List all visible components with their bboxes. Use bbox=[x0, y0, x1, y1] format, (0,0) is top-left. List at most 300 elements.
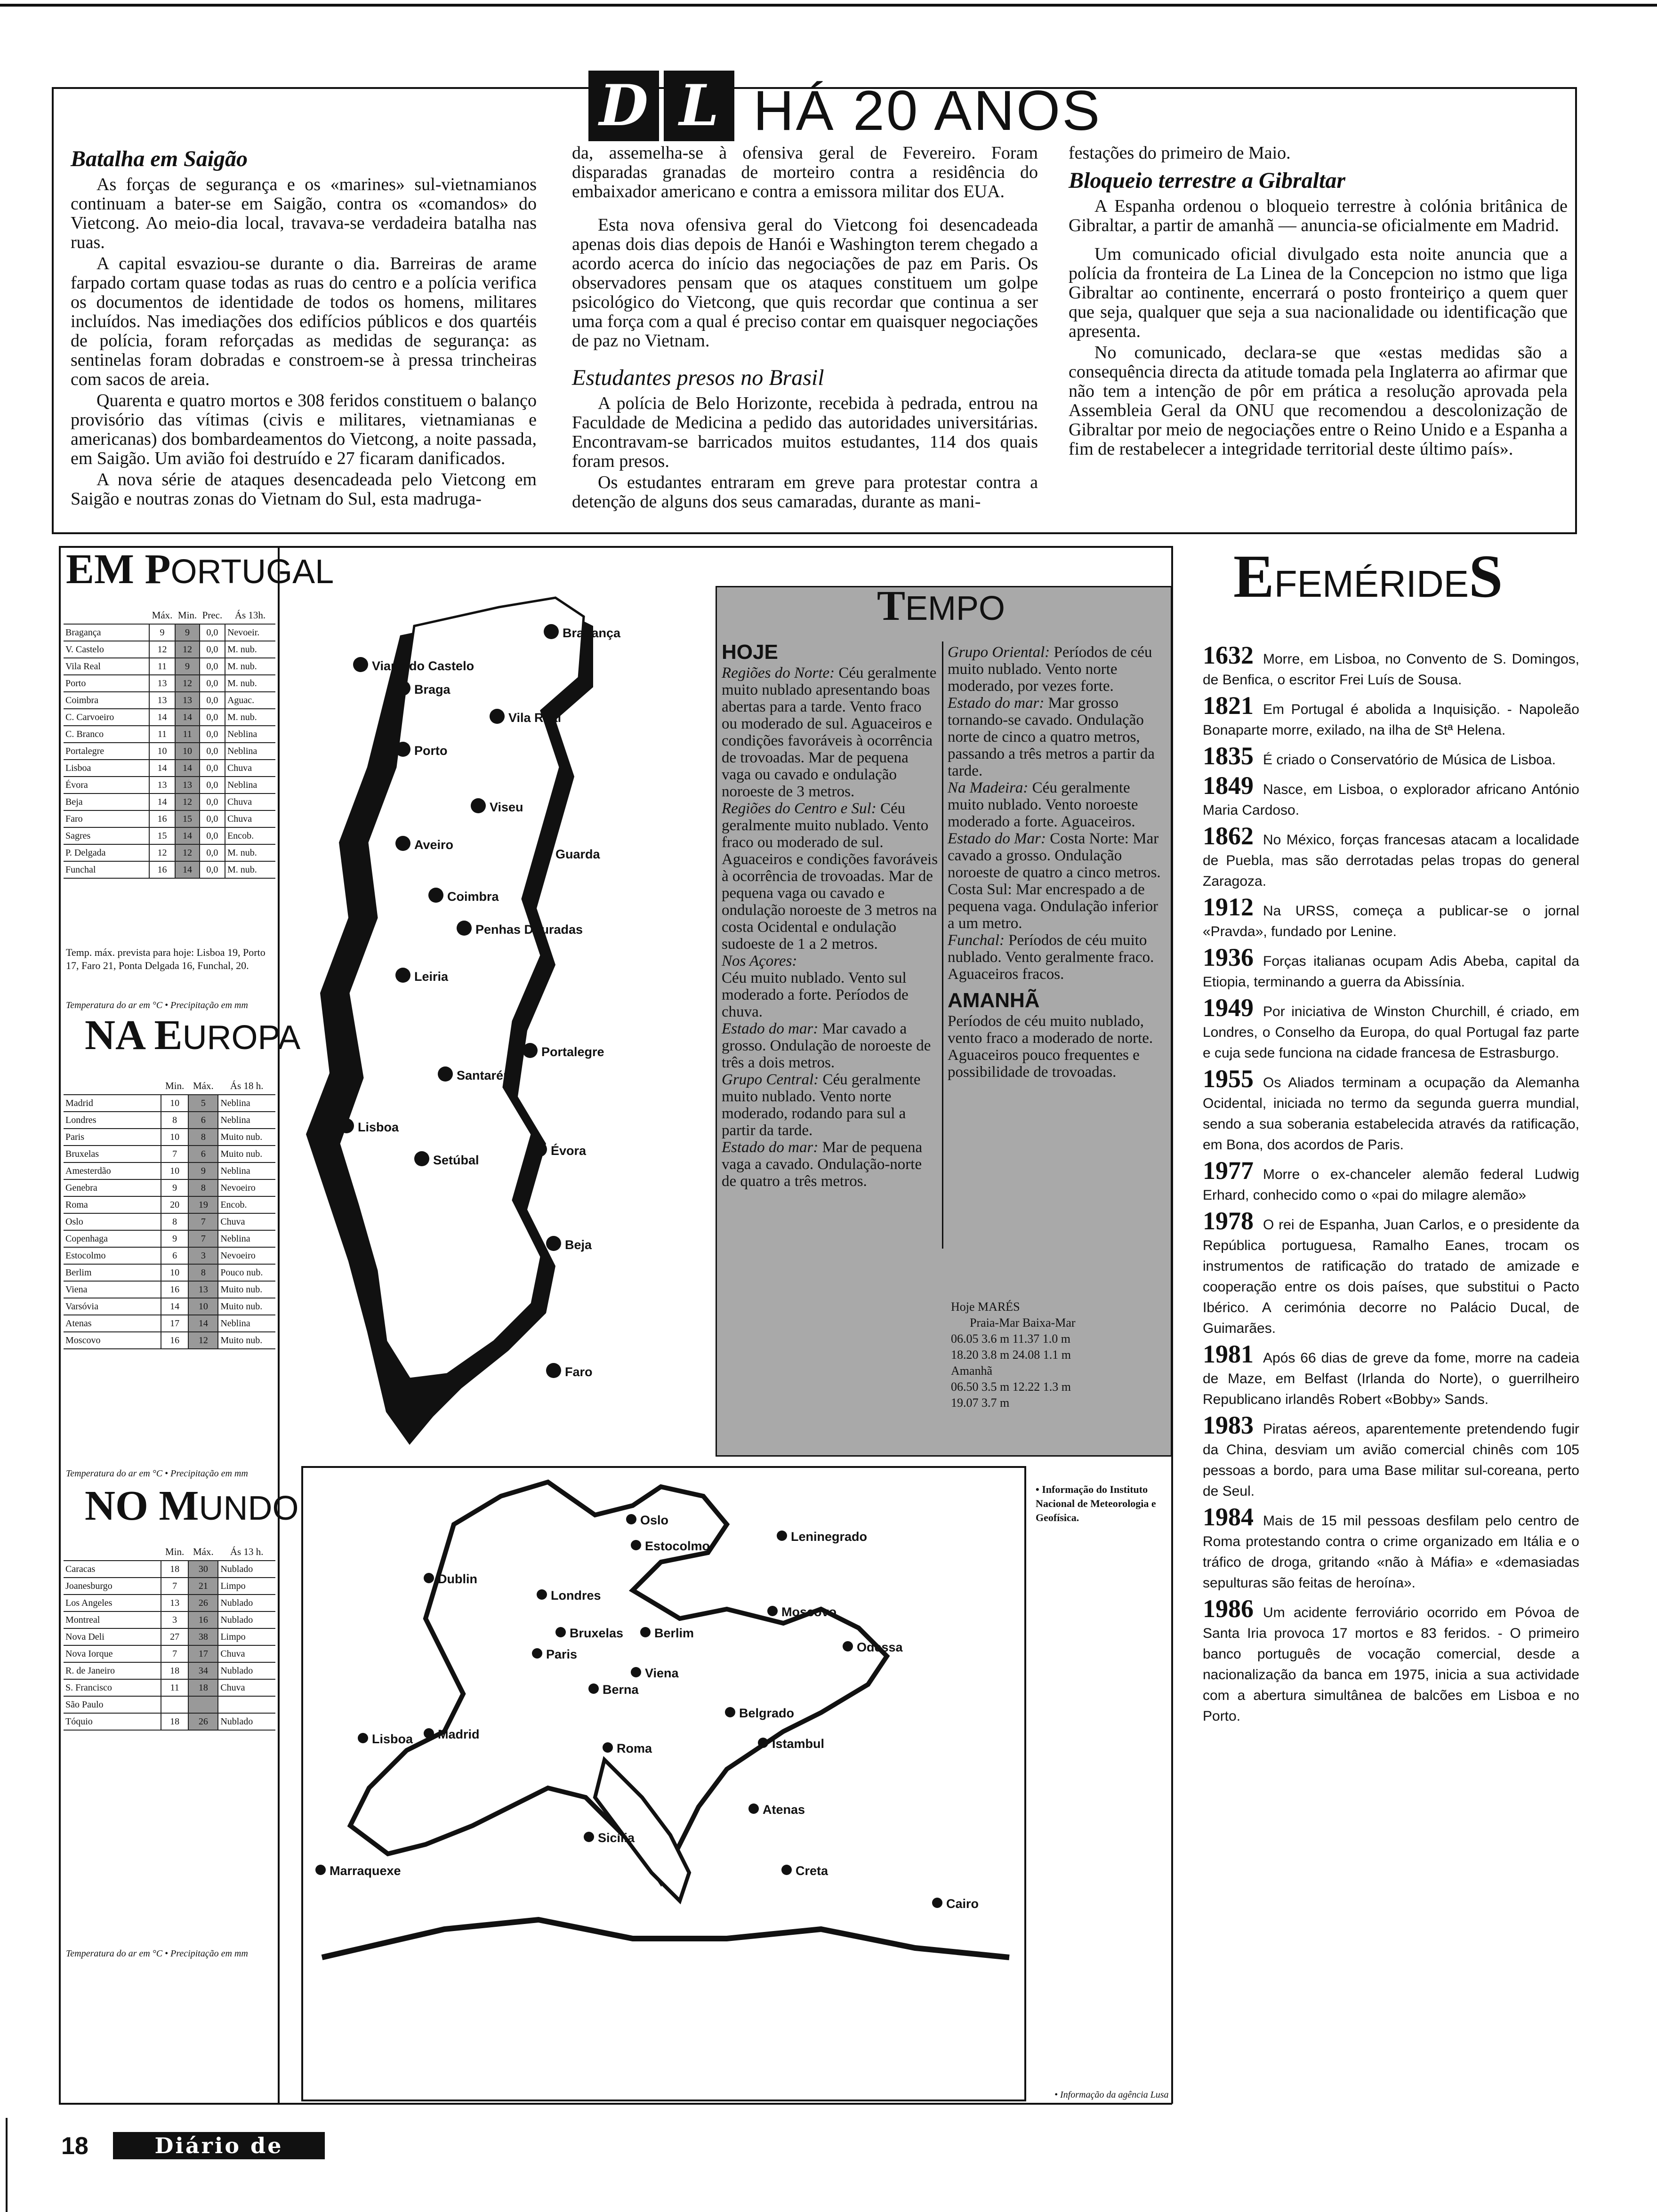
efemeride-text: É criado o Conservatório de Música de Lisboa. bbox=[1263, 752, 1556, 768]
article-paragraph: A capital esvaziou-se durante o dia. Barreiras de arame farpado cortam quase todas as ruas do centro e a polícia verifica os documentos de identidade de todos os homens, militares incluídos. Nas imediações dos edifícios públicos e dos quartéis de polícia, foram reforçadas as medidas de segurança: as sentinelas foram dobradas e constroem-se à pressa trincheiras com sacos de areia. bbox=[71, 254, 537, 389]
city-dot bbox=[555, 1627, 566, 1637]
tempo-text: Céu geralmente muito nublado. Vento fraco ou moderado de sul. Aguaceiros e condições favoráveis à ocorrência de trovoadas. Mar de pequena vaga ou cavado e ondulação noroeste de 3 metros na costa Ocidental e ondulação sudoeste de 1 a 2 metros. bbox=[722, 800, 938, 953]
tempo-text: Céu muito nublado. Vento sul moderado a forte. Períodos de chuva. bbox=[722, 970, 909, 1020]
europa-legend: Temperatura do ar em °C • Precipitação em mm bbox=[66, 1468, 248, 1479]
table-cell: Chuva bbox=[218, 1213, 275, 1230]
city-label: Bragança bbox=[563, 626, 621, 640]
tempo-paragraph bbox=[722, 1139, 938, 1190]
table-cell: Muito nub. bbox=[218, 1129, 275, 1146]
mares-row: 18.20 3.8 m 24.08 1.1 m bbox=[951, 1348, 1071, 1362]
table-cell: 9 bbox=[149, 624, 175, 641]
table-cell: 10 bbox=[161, 1264, 189, 1281]
mundo-weather-table bbox=[64, 1544, 275, 1731]
table-row bbox=[64, 624, 275, 641]
table-cell: 14 bbox=[149, 760, 175, 777]
efemeride-item bbox=[1203, 943, 1579, 993]
city-label: Creta bbox=[796, 1864, 828, 1878]
tempo-column-divider bbox=[942, 641, 943, 1249]
tempo-paragraph bbox=[722, 800, 938, 953]
table-row bbox=[64, 1213, 275, 1230]
table-cell: 17 bbox=[161, 1315, 189, 1332]
tempo-region-label: Regiões do Centro e Sul: bbox=[722, 800, 877, 817]
city-label: Penhas Douradas bbox=[475, 922, 583, 937]
efemeride-year: 1981 bbox=[1203, 1340, 1254, 1368]
table-cell: 38 bbox=[188, 1628, 218, 1645]
tempo-text: Costa Sul: Mar encrespado a de pequena vaga. Ondulação inferior a um metro. bbox=[948, 881, 1158, 932]
table-cell: Sagres bbox=[64, 827, 149, 844]
city-dot bbox=[424, 1728, 434, 1739]
table-cell: Londres bbox=[64, 1112, 161, 1129]
table-cell: Neblina bbox=[225, 726, 275, 743]
table-cell: Évora bbox=[64, 777, 149, 793]
europa-table-title bbox=[85, 1012, 301, 1058]
table-cell: 9 bbox=[161, 1230, 189, 1247]
table-cell: 20 bbox=[161, 1196, 189, 1213]
tempo-paragraph bbox=[722, 665, 938, 800]
top-border bbox=[0, 4, 1657, 7]
efemerides-title-e: E bbox=[1233, 543, 1274, 610]
table-cell: 13 bbox=[149, 777, 175, 793]
city-label: Coimbra bbox=[447, 890, 499, 904]
table-cell: 16 bbox=[161, 1332, 189, 1349]
city-label: Beja bbox=[565, 1238, 592, 1252]
table-cell: Limpo bbox=[218, 1628, 275, 1645]
city-label: Belgrado bbox=[739, 1706, 795, 1720]
table-cell: 12 bbox=[149, 641, 175, 658]
table-cell: Neblina bbox=[218, 1095, 275, 1112]
table-cell: Vila Real bbox=[64, 658, 149, 675]
city-label: Estocolmo bbox=[645, 1539, 710, 1553]
city-dot bbox=[457, 921, 472, 936]
table-row bbox=[64, 709, 275, 726]
table-cell: 11 bbox=[149, 658, 175, 675]
efemeride-text: Por iniciativa de Winston Churchill, é criado, em Londres, o Conselho da Europa, do qual Portugal faz parte e cuja sede funciona na cidade francesa de Estrasburgo. bbox=[1203, 1004, 1579, 1061]
mares-row: 19.07 3.7 m bbox=[951, 1396, 1010, 1410]
tempo-region-label: Na Madeira: bbox=[948, 779, 1029, 796]
efemeride-text: Forças italianas ocupam Adis Abeba, capital da Etiopia, terminando a guerra da Abissínia. bbox=[1203, 954, 1579, 990]
table-cell: 13 bbox=[175, 777, 200, 793]
table-header-cell: Ás 18 h. bbox=[218, 1078, 275, 1095]
portugal-title-rest: ORTUGAL bbox=[170, 553, 334, 591]
table-cell: 10 bbox=[161, 1129, 189, 1146]
table-cell: 6 bbox=[161, 1247, 189, 1264]
city-label: Leiria bbox=[414, 970, 449, 984]
city-label: Berna bbox=[603, 1683, 639, 1697]
tempo-text: Céu geralmente muito nublado. Vento norte moderado, rodando para sul a partir da tarde. bbox=[722, 1071, 921, 1139]
city-dot bbox=[603, 1742, 613, 1753]
europe-map-note: • Informação da agência Lusa bbox=[1054, 2090, 1169, 2100]
table-cell: 13 bbox=[149, 692, 175, 709]
table-cell: 7 bbox=[188, 1230, 218, 1247]
article-paragraph: A polícia de Belo Horizonte, recebida à pedrada, entrou na Faculdade de Medicina a pedido das autoridades universitárias. Encontravam-se barricados muitos estudantes, 114 dos quais foram presos. bbox=[572, 393, 1038, 471]
table-cell: 0,0 bbox=[200, 709, 225, 726]
efemeride-text: Um acidente ferroviário ocorrido em Póvoa de Santa Iria provoca 17 mortos e 83 feridos. - O primeiro banco português de vocação comercial, desde a nacionalização da banca em 1975, inicia a sua actividade com a abertura simultânea de balcões em Lisboa e no Porto. bbox=[1203, 1605, 1579, 1724]
tempo-text: Períodos de céu muito nublado. Vento geralmente fraco. Aguaceiros fracos. bbox=[948, 932, 1154, 983]
table-cell: Viena bbox=[64, 1281, 161, 1298]
table-cell: 14 bbox=[175, 861, 200, 878]
table-cell: 9 bbox=[175, 624, 200, 641]
city-dot bbox=[640, 1627, 651, 1637]
tempo-text: Mar cavado a grosso. Ondulação de noroeste de três a dois metros. bbox=[722, 1020, 931, 1071]
city-dot bbox=[758, 1738, 768, 1748]
city-label: Viena bbox=[645, 1666, 679, 1680]
table-cell: 8 bbox=[188, 1129, 218, 1146]
table-cell: R. de Janeiro bbox=[64, 1662, 161, 1679]
efemeride-item bbox=[1203, 893, 1579, 942]
table-row bbox=[64, 1578, 275, 1595]
tempo-source-note: • Informação do Instituto Nacional de Meteorologia e Geofísica. bbox=[1036, 1483, 1156, 1523]
table-cell: Encob. bbox=[218, 1196, 275, 1213]
table-cell: 0,0 bbox=[200, 743, 225, 760]
city-label: Aveiro bbox=[414, 838, 454, 852]
table-cell bbox=[188, 1696, 218, 1713]
city-dot bbox=[315, 1865, 326, 1875]
city-label: Leninegrado bbox=[791, 1530, 868, 1544]
city-label: Viseu bbox=[490, 800, 523, 814]
table-cell: 14 bbox=[188, 1315, 218, 1332]
city-dot bbox=[725, 1707, 735, 1717]
efemeride-text: Morre, em Lisboa, no Convento de S. Domingos, de Benfica, o escritor Frei Luís de Sousa. bbox=[1203, 651, 1579, 688]
table-cell: 11 bbox=[149, 726, 175, 743]
city-label: Odessa bbox=[857, 1640, 903, 1654]
table-cell: Muito nub. bbox=[218, 1298, 275, 1315]
europe-map-frame bbox=[301, 1466, 1026, 2101]
city-dot bbox=[395, 742, 410, 757]
table-cell: Bragança bbox=[64, 624, 149, 641]
table-cell: 16 bbox=[161, 1281, 189, 1298]
table-cell: Pouco nub. bbox=[218, 1264, 275, 1281]
table-cell: Nevoeiro bbox=[218, 1247, 275, 1264]
table-cell: Porto bbox=[64, 675, 149, 692]
table-cell: Oslo bbox=[64, 1213, 161, 1230]
table-cell: Neblina bbox=[218, 1230, 275, 1247]
efemeride-year: 1632 bbox=[1203, 641, 1254, 669]
city-dot bbox=[537, 845, 552, 860]
city-dot bbox=[438, 1066, 453, 1082]
efemeride-item bbox=[1203, 1156, 1579, 1206]
tempo-region-label: Grupo Central: bbox=[722, 1071, 819, 1088]
tempo-paragraph bbox=[722, 1071, 938, 1139]
efemeride-text: O rei de Espanha, Juan Carlos, e o presidente da República portuguesa, Ramalho Eanes, trocam os instrumentos de ratificação do tratado de amizade e cooperação entre os dois países, que substitui o Pacto Ibérico. A cerimónia decorre no Palácio Ducal, de Guimarães. bbox=[1203, 1217, 1579, 1336]
table-row bbox=[64, 777, 275, 793]
table-header-row bbox=[64, 1078, 275, 1095]
city-label: Vila Real bbox=[508, 711, 562, 725]
city-dot bbox=[414, 1151, 429, 1166]
city-label: Berlim bbox=[654, 1626, 694, 1640]
efemeride-item bbox=[1203, 641, 1579, 690]
table-cell: Nublado bbox=[218, 1611, 275, 1628]
table-cell: Nevoeiro bbox=[218, 1179, 275, 1196]
table-row bbox=[64, 1679, 275, 1696]
table-cell: 9 bbox=[188, 1162, 218, 1179]
efemeride-year: 1849 bbox=[1203, 771, 1254, 800]
table-cell: Caracas bbox=[64, 1561, 161, 1578]
table-cell: M. nub. bbox=[225, 675, 275, 692]
table-cell: Funchal bbox=[64, 861, 149, 878]
table-cell: Chuva bbox=[225, 760, 275, 777]
efemeride-item bbox=[1203, 1340, 1579, 1410]
city-label: Setúbal bbox=[433, 1153, 479, 1167]
article-column-2 bbox=[572, 144, 1038, 513]
city-label: Faro bbox=[565, 1365, 593, 1379]
efemeride-item bbox=[1203, 822, 1579, 892]
city-label: Sicília bbox=[598, 1831, 635, 1845]
city-dot bbox=[395, 681, 410, 696]
table-header-cell bbox=[64, 607, 149, 624]
city-dot bbox=[537, 1589, 547, 1600]
efemeride-item bbox=[1203, 994, 1579, 1064]
table-cell: 14 bbox=[175, 827, 200, 844]
mares-table bbox=[951, 1299, 1172, 1411]
tempo-paragraph bbox=[948, 695, 1169, 779]
table-cell: 3 bbox=[188, 1247, 218, 1264]
table-cell: Nova Deli bbox=[64, 1628, 161, 1645]
table-cell: 12 bbox=[175, 844, 200, 861]
table-cell: Beja bbox=[64, 793, 149, 810]
tempo-text: Céu geralmente muito nublado apresentando boas abertas para a tarde. Vento fraco ou moderado de sul. Aguaceiros e condições favoráveis à ocorrência de trovoadas. Mar de pequena vaga ou cavado e ondulação noroeste de 3 metros. bbox=[722, 665, 937, 800]
table-cell bbox=[161, 1696, 189, 1713]
city-label: Portalegre bbox=[541, 1045, 604, 1059]
table-header-cell bbox=[64, 1544, 161, 1561]
europa-title-initials: NA E bbox=[85, 1012, 183, 1058]
table-cell: 0,0 bbox=[200, 675, 225, 692]
efemeride-text: Em Portugal é abolida a Inquisição. - Napoleão Bonaparte morre, exilado, na ilha de Stª Helena. bbox=[1203, 702, 1579, 738]
table-cell: V. Castelo bbox=[64, 641, 149, 658]
efemeride-item bbox=[1203, 771, 1579, 821]
tempo-paragraph bbox=[948, 644, 1169, 695]
table-cell: Los Angeles bbox=[64, 1595, 161, 1611]
table-cell: 0,0 bbox=[200, 658, 225, 675]
table-cell: 12 bbox=[149, 844, 175, 861]
table-cell: 34 bbox=[188, 1662, 218, 1679]
table-cell: 10 bbox=[161, 1095, 189, 1112]
table-cell: 8 bbox=[161, 1112, 189, 1129]
table-cell: C. Branco bbox=[64, 726, 149, 743]
table-row bbox=[64, 1162, 275, 1179]
tempo-column-1 bbox=[722, 641, 938, 1190]
header-box-left bbox=[52, 87, 54, 534]
article-heading-saigao: Batalha em Saigão bbox=[71, 146, 248, 171]
table-row bbox=[64, 743, 275, 760]
table-cell: Encob. bbox=[225, 827, 275, 844]
table-cell: 26 bbox=[188, 1595, 218, 1611]
tempo-amanha-text: Períodos de céu muito nublado, vento fraco a moderado de norte. Aguaceiros pouco frequentes e possibilidade de trovoadas. bbox=[948, 1013, 1153, 1081]
efemeride-year: 1936 bbox=[1203, 943, 1254, 971]
table-cell: M. nub. bbox=[225, 658, 275, 675]
city-label: Atenas bbox=[763, 1803, 805, 1817]
table-cell: 0,0 bbox=[200, 844, 225, 861]
table-cell: Amesterdão bbox=[64, 1162, 161, 1179]
tempo-paragraph bbox=[948, 881, 1169, 932]
article-paragraph: festações do primeiro de Maio. bbox=[1069, 143, 1291, 163]
article-paragraph: Esta nova ofensiva geral do Vietcong foi desencadeada apenas dois dias depois de Hanói e Washington terem chegado a acordo acerca do início das negociações de paz em Paris. Os observadores pensam que os ataques constituem um golpe psicológico do Vietcong, que quis recordar que continua a ser uma força com a qual é preciso contar em quaisquer negociações de paz no Vietnam. bbox=[572, 215, 1038, 351]
table-cell: Chuva bbox=[218, 1679, 275, 1696]
city-dot bbox=[767, 1606, 778, 1616]
tempo-region-label: Nos Açores: bbox=[722, 953, 797, 970]
table-cell: 12 bbox=[175, 793, 200, 810]
table-cell: Bruxelas bbox=[64, 1146, 161, 1162]
table-row bbox=[64, 1595, 275, 1611]
city-dot bbox=[631, 1540, 641, 1550]
table-cell: 0,0 bbox=[200, 810, 225, 827]
tempo-title-initial: T bbox=[877, 583, 906, 629]
table-cell: 16 bbox=[149, 861, 175, 878]
article-column-3 bbox=[1069, 144, 1568, 461]
table-cell: Muito nub. bbox=[218, 1332, 275, 1349]
table-row bbox=[64, 1247, 275, 1264]
article-heading-brasil: Estudantes presos no Brasil bbox=[572, 365, 824, 390]
city-dot bbox=[490, 709, 505, 724]
city-dot bbox=[777, 1531, 787, 1541]
table-cell: 6 bbox=[188, 1146, 218, 1162]
table-row bbox=[64, 1196, 275, 1213]
table-row bbox=[64, 810, 275, 827]
mares-row: 06.05 3.6 m 11.37 1.0 m bbox=[951, 1332, 1070, 1346]
city-dot bbox=[339, 1118, 354, 1133]
city-dot bbox=[428, 888, 443, 903]
efemeride-text: Piratas aéreos, aparentemente pretendendo fugir da China, desviam um avião comercial chinês com 105 pessoas a bordo, para uma Base militar sul-coreana, perto de Seul. bbox=[1203, 1421, 1579, 1499]
table-row bbox=[64, 1628, 275, 1645]
city-dot bbox=[532, 1648, 542, 1659]
table-cell: 0,0 bbox=[200, 777, 225, 793]
table-cell: Lisboa bbox=[64, 760, 149, 777]
efemeride-text: Mais de 15 mil pessoas desfilam pelo centro de Roma protestando contra o crime organizado em Itália e o tráfico de droga, gritando «não à Máfia» e «demasiadas sepulturas são feitas de heroína». bbox=[1203, 1513, 1579, 1591]
table-cell: Atenas bbox=[64, 1315, 161, 1332]
table-cell: Muito nub. bbox=[218, 1146, 275, 1162]
table-cell: 26 bbox=[188, 1713, 218, 1730]
table-row bbox=[64, 658, 275, 675]
city-label: Roma bbox=[617, 1741, 652, 1755]
table-cell: 16 bbox=[188, 1611, 218, 1628]
table-cell: 0,0 bbox=[200, 624, 225, 641]
table-cell: 0,0 bbox=[200, 641, 225, 658]
mundo-title-rest: UNDO bbox=[199, 1490, 299, 1527]
efemeride-text: Nasce, em Lisboa, o explorador africano António Maria Cardoso. bbox=[1203, 782, 1579, 818]
table-cell: 13 bbox=[175, 692, 200, 709]
table-cell: Chuva bbox=[225, 810, 275, 827]
table-header-cell: Min. bbox=[175, 607, 200, 624]
city-label: Braga bbox=[414, 682, 450, 697]
tempo-text: Costa Norte: Mar cavado a grosso. Ondulação noroeste de quatro a cinco metros. bbox=[948, 830, 1161, 881]
table-row bbox=[64, 793, 275, 810]
portugal-weather-table bbox=[64, 607, 275, 879]
city-label: Évora bbox=[551, 1144, 587, 1158]
table-cell: 14 bbox=[149, 793, 175, 810]
table-cell: 0,0 bbox=[200, 827, 225, 844]
mares-row: 06.50 3.5 m 12.22 1.3 m bbox=[951, 1380, 1071, 1394]
tempo-paragraph bbox=[722, 953, 938, 970]
table-cell: Nublado bbox=[218, 1561, 275, 1578]
tempo-region-label: Estado do mar: bbox=[722, 1139, 819, 1156]
city-dot bbox=[353, 657, 368, 672]
table-cell: Genebra bbox=[64, 1179, 161, 1196]
mundo-title-initials: NO M bbox=[85, 1483, 199, 1529]
city-dot bbox=[588, 1683, 599, 1694]
table-cell: 9 bbox=[161, 1179, 189, 1196]
city-dot bbox=[584, 1832, 594, 1842]
mares-header bbox=[951, 1299, 1172, 1315]
table-cell: Chuva bbox=[218, 1645, 275, 1662]
city-label: Cairo bbox=[946, 1897, 979, 1911]
table-row bbox=[64, 1298, 275, 1315]
efemeride-year: 1949 bbox=[1203, 994, 1254, 1022]
article-paragraph: As forças de segurança e os «marines» sul-vietnamianos continuam a bater-se em Saigão, contra os «comandos» do Vietcong. Ao meio-dia local, travava-se verdadeira batalha nas ruas. bbox=[71, 175, 537, 252]
city-label: Bruxelas bbox=[570, 1626, 624, 1640]
table-cell: 0,0 bbox=[200, 760, 225, 777]
table-cell: Coimbra bbox=[64, 692, 149, 709]
article-paragraph: A Espanha ordenou o bloqueio terrestre à colónia britânica de Gibraltar, a partir de amanhã — anuncia-se oficialmente em Madrid. bbox=[1069, 196, 1568, 235]
table-cell: Nova Iorque bbox=[64, 1645, 161, 1662]
mares-hoje-label: Hoje bbox=[951, 1300, 978, 1314]
article-column-1 bbox=[71, 141, 537, 511]
table-cell: 30 bbox=[188, 1561, 218, 1578]
table-cell: 27 bbox=[161, 1628, 189, 1645]
table-row bbox=[64, 1129, 275, 1146]
table-cell: 8 bbox=[161, 1213, 189, 1230]
city-dot bbox=[471, 798, 486, 813]
table-row bbox=[64, 1315, 275, 1332]
table-cell: 14 bbox=[175, 760, 200, 777]
mundo-table-title bbox=[85, 1483, 299, 1529]
table-cell: Limpo bbox=[218, 1578, 275, 1595]
table-row bbox=[64, 1713, 275, 1730]
efemeride-year: 1986 bbox=[1203, 1595, 1254, 1623]
weather-frame-top bbox=[59, 546, 1172, 548]
table-cell: Faro bbox=[64, 810, 149, 827]
table-cell: Chuva bbox=[225, 793, 275, 810]
table-cell: Roma bbox=[64, 1196, 161, 1213]
efemerides-title bbox=[1233, 543, 1503, 615]
table-header-cell: Ás 13h. bbox=[225, 607, 275, 624]
city-dot bbox=[358, 1733, 368, 1743]
table-cell: Neblina bbox=[225, 777, 275, 793]
tempo-title bbox=[877, 583, 1005, 629]
table-cell: 5 bbox=[188, 1095, 218, 1112]
efemerides-list bbox=[1203, 641, 1579, 1731]
mares-subheader: Praia-Mar Baixa-Mar bbox=[970, 1316, 1076, 1330]
efemerides-title-s: S bbox=[1469, 543, 1503, 610]
table-row bbox=[64, 1561, 275, 1578]
table-row bbox=[64, 1281, 275, 1298]
table-cell: Varsóvia bbox=[64, 1298, 161, 1315]
table-cell: 10 bbox=[188, 1298, 218, 1315]
efemeride-item bbox=[1203, 1411, 1579, 1502]
table-cell: M. nub. bbox=[225, 844, 275, 861]
efemeride-text: Os Aliados terminam a ocupação da Alemanha Ocidental, iniciada no termo da segunda guerra mundial, sendo a sua soberania estabelecida através da ratificação, em Bona, dos acordos de Paris. bbox=[1203, 1075, 1579, 1153]
table-row bbox=[64, 1146, 275, 1162]
city-label: Dublin bbox=[438, 1572, 477, 1586]
tempo-region-label: Estado do mar: bbox=[948, 695, 1045, 712]
article-paragraph: No comunicado, declara-se que «estas medidas são a consequência directa da atitude tomada pela Inglaterra ao afirmar que não tem a intenção de pôr em prática a resolução aprovada pela Assembleia Geral da ONU que recomendou a descolonização de Gibraltar por meio de negociações entre o Reino Unido e a Espanha a fim de restabelecer a integridade territorial deste último país». bbox=[1069, 343, 1568, 459]
city-dot bbox=[395, 968, 410, 983]
efemeride-year: 1984 bbox=[1203, 1503, 1254, 1531]
table-cell: 3 bbox=[161, 1611, 189, 1628]
table-cell bbox=[218, 1696, 275, 1713]
portugal-legend: Temperatura do ar em °C • Precipitação em mm bbox=[66, 1000, 248, 1010]
table-row bbox=[64, 1112, 275, 1129]
efemeride-year: 1955 bbox=[1203, 1065, 1254, 1093]
tables-divider bbox=[278, 546, 280, 2104]
table-cell: 8 bbox=[188, 1264, 218, 1281]
city-label: Londres bbox=[551, 1588, 601, 1603]
efemeride-text: Na URSS, começa a publicar-se o jornal «Pravda», fundado por Lenine. bbox=[1203, 903, 1579, 939]
table-cell: 0,0 bbox=[200, 861, 225, 878]
table-row bbox=[64, 1095, 275, 1112]
table-cell: Madrid bbox=[64, 1095, 161, 1112]
table-cell: São Paulo bbox=[64, 1696, 161, 1713]
table-header-cell: Ás 13 h. bbox=[218, 1544, 275, 1561]
city-label: Paris bbox=[546, 1647, 578, 1661]
